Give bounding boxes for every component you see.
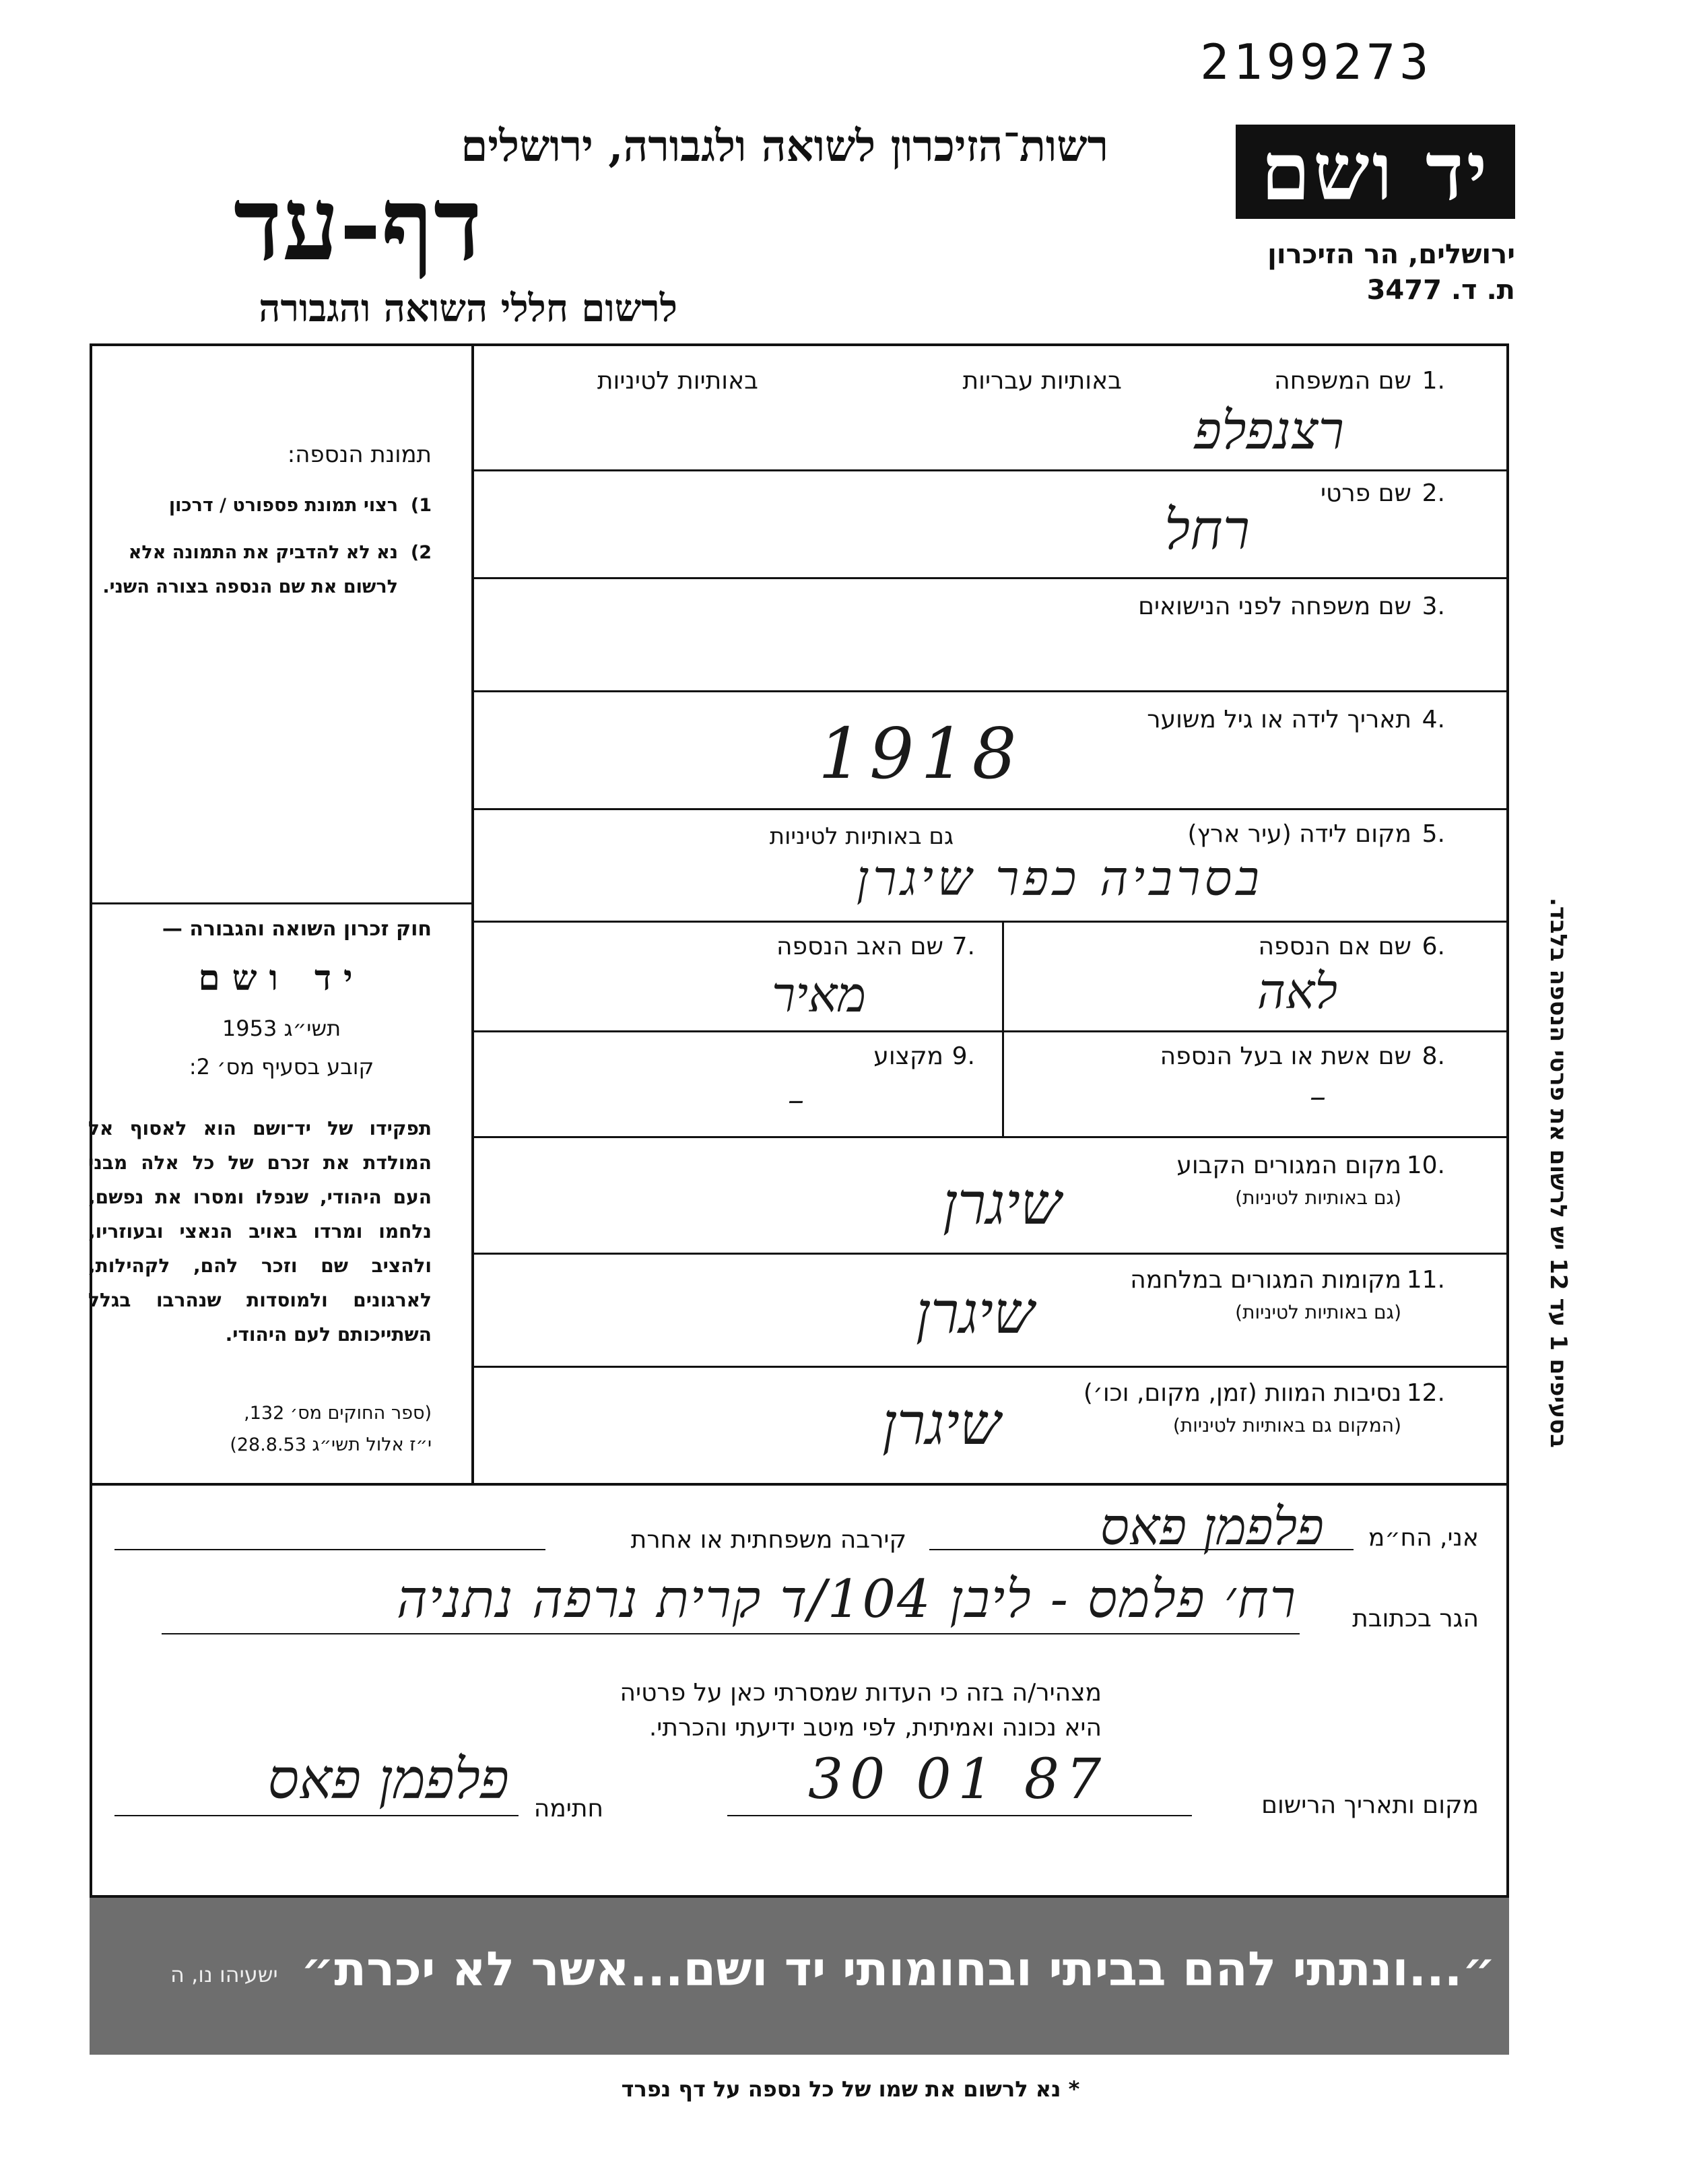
field-12-number: .12 [1406, 1379, 1445, 1407]
field-6-label: שם אם הנספה [1258, 933, 1411, 960]
field-7-label: שם האב הנספה [776, 933, 943, 960]
field-11-sublabel: (גם באותיות לטיניות) [1235, 1301, 1401, 1323]
field-5-number: .5 [1422, 820, 1445, 848]
organization-name: רשות־הזיכרון לשואה ולגבורה, ירושלים [461, 121, 1108, 172]
field-9-value[interactable]: – [788, 1081, 804, 1119]
field-8-value[interactable]: – [1310, 1078, 1326, 1115]
field-6-number: .6 [1422, 933, 1445, 960]
photo-note-2-number: 2) [410, 542, 432, 563]
field-1-value[interactable]: רצנפלפ [1194, 401, 1344, 461]
field-12-label: נסיבות המוות (זמן, מקום, וכו׳) [1083, 1379, 1401, 1407]
law-yad-vashem: יד ושם [198, 958, 365, 999]
form-subtitle: לרשום חללי השואה והגבורה [259, 286, 677, 331]
relation-label: קירבה משפחתית או אחרת [630, 1526, 906, 1554]
photo-note-1-number: 1) [410, 495, 432, 516]
address-label: הגר בכתובת [1352, 1605, 1479, 1632]
field-1-number: .1 [1422, 367, 1445, 395]
field-2-value[interactable]: רחל [1164, 498, 1250, 562]
field-8-label: שם אשת או בעל הנספה [1160, 1043, 1411, 1070]
field-7-number: .7 [952, 933, 975, 960]
banner-quote: ״...ונתתי להם בביתי ובחומותי יד ושם...אשר לא יכרת״ [300, 1942, 1496, 1997]
field-4-label: תאריך לידה או גיל משוער [1147, 706, 1411, 733]
banner-source: ישעיהו נו, ה [170, 1962, 278, 1987]
yad-vashem-logo: יד ושם [1236, 125, 1515, 219]
footer-note: * נא לרשום את שמו של כל נספה על דף נפרד [621, 2076, 1080, 2102]
declarant-name[interactable]: פלפמן פאס [1100, 1496, 1324, 1556]
field-2-number: .2 [1422, 479, 1445, 507]
form-title: דף-עד [233, 165, 482, 284]
field-3-label: שם משפחה לפני הנישואים [1138, 593, 1411, 620]
column-hebrew-label: באותיות עבריות [962, 367, 1122, 395]
field-1-label: שם המשפחה [1274, 367, 1411, 395]
law-body: תפקידו של יד־ושם הוא לאסוף אל המולדת את זכרם של כל אלה מבני העם היהודי, שנפלו ומסרו את נפשם, נלחמו ומרדו באויב הנאצי ובעוזריו, ולהציב שם וזכר להם, לקהילות, לארגונים ולמוסדות שנהרבו בגלל השתייכותם לעם היהודי. [88, 1117, 432, 1346]
field-7-value[interactable]: מאיר [771, 966, 866, 1023]
logo-address: ירושלים, הר הזיכרון [1267, 239, 1515, 270]
law-title: חוק זכרון השואה והגבורה — [162, 917, 432, 941]
field-11-value[interactable]: שיגרן [916, 1280, 1034, 1347]
place-date-value[interactable]: 30 01 87 [808, 1748, 1108, 1812]
field-12-value[interactable]: שיגרן [882, 1391, 1001, 1458]
field-4-value[interactable]: 1918 [818, 713, 1024, 795]
field-11-label: מקומות המגורים במלחמה [1130, 1266, 1401, 1294]
field-8-number: .8 [1422, 1043, 1445, 1070]
declaration-statement-2: היא נכונה ואמיתית, לפי מיטב ידיעתי והכרתי. [648, 1714, 1102, 1742]
photo-note-1: רצוי תמונת פספורט / דרכון [168, 495, 398, 516]
field-3-number: .3 [1422, 593, 1445, 620]
quote-banner [90, 1898, 1509, 2055]
field-10-sublabel: (גם באותיות לטיניות) [1235, 1187, 1401, 1209]
photo-box-title: תמונת הנספה: [287, 441, 432, 468]
column-latin-label: באותיות לטיניות [597, 367, 758, 395]
field-10-label: מקום המגורים הקבוע [1176, 1152, 1401, 1179]
place-date-label: מקום ותאריך הרישום [1261, 1791, 1479, 1819]
field-4-number: .4 [1422, 706, 1445, 733]
law-reference-2: י״ז אלול תשי״ג 28.8.53) [230, 1434, 432, 1455]
law-year: תשי״ג 1953 [222, 1016, 341, 1041]
field-5-sublabel: גם באותיות לטיניות [769, 823, 954, 850]
field-9-label: מקצוע [873, 1043, 943, 1070]
field-10-number: .10 [1406, 1152, 1445, 1179]
field-9-number: .9 [952, 1043, 975, 1070]
declarant-label: אני, הח״מ [1368, 1524, 1479, 1552]
field-5-value[interactable]: בסרביה כפר שיגרן [856, 850, 1263, 906]
document-number: 2199273 [1200, 34, 1433, 90]
signature-label: חתימה [533, 1795, 603, 1822]
photo-note-2: נא לא להדביק את התמונה אלא לרשום את שם הנספה בצורה השני. [102, 542, 398, 597]
address-value[interactable]: רח׳ פלמס - ליבן 104/ד קרית נרפה נתניה [397, 1569, 1297, 1630]
field-2-label: שם פרטי [1320, 479, 1411, 507]
field-6-value[interactable]: לאה [1257, 963, 1337, 1020]
field-5-label: מקום לידה (עיר ארץ) [1187, 820, 1411, 848]
side-note: בסעיפים 1 עד 12 יש לרשום את פרטי הנספה בלבד. [1545, 897, 1572, 1448]
logo-pobox: ת. ד. 3477 [1366, 275, 1515, 306]
field-12-sublabel: (המקום גם באותיות לטיניות) [1172, 1414, 1401, 1436]
field-10-value[interactable]: שיגרן [943, 1170, 1061, 1238]
law-clause: קובע בסעיף מס׳ 2: [189, 1054, 374, 1080]
declaration-statement-1: מצהיר/ה בזה כי העדות שמסרתי כאן על פרטיה [620, 1679, 1102, 1707]
law-reference-1: (ספר החוקים מס׳ 132, [244, 1403, 432, 1424]
signature[interactable]: פלפמן פאס [267, 1748, 509, 1812]
field-11-number: .11 [1406, 1266, 1445, 1294]
